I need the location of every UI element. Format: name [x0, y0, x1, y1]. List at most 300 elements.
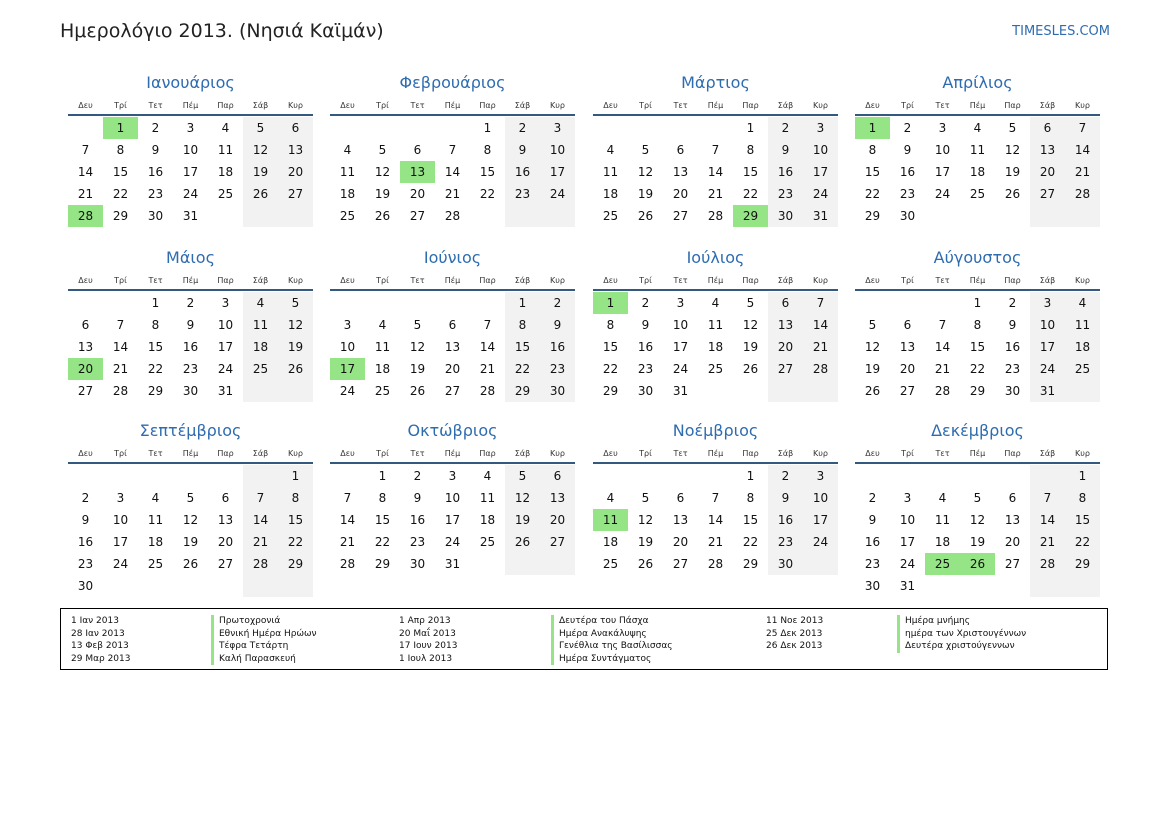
day-cell: 18: [374, 362, 391, 376]
day-cell: 22: [864, 187, 881, 201]
weekday-label: Τετ: [148, 101, 163, 110]
day-grid: [855, 117, 1100, 227]
day-cell: 18: [252, 340, 269, 354]
day-cell: 12: [637, 513, 654, 527]
day-cell: 19: [182, 535, 199, 549]
day-cell: 10: [1039, 318, 1056, 332]
legend-holiday-name: Πρωτοχρονιά: [211, 615, 317, 628]
day-cell: 16: [1004, 340, 1021, 354]
day-cell: 15: [112, 165, 129, 179]
day-cell: 11: [217, 143, 234, 157]
weekday-label: Κυρ: [288, 101, 303, 110]
weekday-label: Τρί: [376, 276, 389, 285]
day-cell: 15: [147, 340, 164, 354]
day-cell: 24: [812, 535, 829, 549]
holiday-cell: 17: [330, 358, 365, 380]
day-cell: 27: [672, 557, 689, 571]
weekday-label: Κυρ: [550, 449, 565, 458]
day-cell: 15: [742, 165, 759, 179]
weekday-header: [330, 274, 575, 288]
day-cell: 1: [151, 296, 160, 310]
day-cell: 21: [707, 187, 724, 201]
day-cell: 29: [514, 384, 531, 398]
day-cell: 22: [112, 187, 129, 201]
day-cell: 1: [483, 121, 492, 135]
day-cell: 10: [549, 143, 566, 157]
header-rule: [855, 114, 1100, 116]
day-cell: 20: [217, 535, 234, 549]
day-cell: 24: [549, 187, 566, 201]
weekday-header: [68, 447, 313, 461]
legend-date: 20 Μαΐ 2013: [399, 628, 456, 639]
day-cell: 3: [553, 121, 562, 135]
holiday-cell: 13: [400, 161, 435, 183]
weekday-label: Τρί: [114, 101, 127, 110]
day-cell: 21: [1074, 165, 1091, 179]
day-cell: 17: [217, 340, 234, 354]
header-rule: [593, 114, 838, 116]
day-cell: 27: [77, 384, 94, 398]
month-name: Νοέμβριος: [672, 421, 759, 440]
day-cell: 16: [147, 165, 164, 179]
day-cell: 15: [864, 165, 881, 179]
weekday-label: Πέμ: [182, 449, 199, 458]
legend-holiday-name: Δευτέρα χριστούγεννων: [897, 640, 1026, 653]
day-cell: 24: [1039, 362, 1056, 376]
weekday-header: [593, 274, 838, 288]
day-cell: 24: [672, 362, 689, 376]
day-cell: 19: [252, 165, 269, 179]
day-cell: 20: [549, 513, 566, 527]
weekday-label: Σάβ: [514, 101, 531, 110]
header-rule: [330, 289, 575, 291]
day-cell: 15: [969, 340, 986, 354]
day-cell: 13: [444, 340, 461, 354]
day-cell: 10: [672, 318, 689, 332]
weekday-label: Τετ: [410, 449, 425, 458]
legend-holiday-name: Γενέθλια της Βασίλισσας: [551, 640, 673, 653]
day-cell: 24: [182, 187, 199, 201]
day-cell: 9: [413, 491, 422, 505]
weekday-label: Τρί: [901, 276, 914, 285]
weekday-label: Τετ: [410, 276, 425, 285]
day-cell: 11: [374, 340, 391, 354]
day-cell: 18: [479, 513, 496, 527]
legend-name-column: [551, 615, 673, 665]
weekday-label: Σάβ: [777, 449, 794, 458]
holiday-legend: [60, 608, 1108, 670]
holiday-cell: 1: [855, 117, 890, 139]
weekday-label: Σάβ: [252, 449, 269, 458]
day-cell: 18: [707, 340, 724, 354]
day-cell: 6: [291, 121, 300, 135]
day-cell: 22: [742, 187, 759, 201]
weekday-label: Δευ: [340, 276, 355, 285]
day-cell: 9: [868, 513, 877, 527]
weekday-label: Σάβ: [514, 276, 531, 285]
weekday-label: Πέμ: [444, 449, 461, 458]
day-cell: 3: [816, 469, 825, 483]
day-cell: 6: [1043, 121, 1052, 135]
weekday-label: Κυρ: [813, 101, 828, 110]
day-cell: 2: [1008, 296, 1017, 310]
day-cell: 20: [444, 362, 461, 376]
month-name: Σεπτέμβριος: [139, 421, 242, 440]
day-cell: 7: [1078, 121, 1087, 135]
day-cell: 30: [777, 209, 794, 223]
weekday-label: Δευ: [340, 101, 355, 110]
weekday-label: Πέμ: [707, 101, 724, 110]
weekday-label: Τετ: [148, 276, 163, 285]
month-name: Ιούνιος: [423, 248, 482, 267]
weekday-label: Δευ: [78, 276, 93, 285]
day-cell: 16: [777, 165, 794, 179]
day-cell: 24: [934, 187, 951, 201]
site-link[interactable]: TIMESLES.COM: [1012, 24, 1110, 39]
day-cell: 14: [252, 513, 269, 527]
weekday-header: [68, 99, 313, 113]
day-cell: 12: [514, 491, 531, 505]
day-cell: 22: [374, 535, 391, 549]
day-cell: 3: [1043, 296, 1052, 310]
month-name: Μάιος: [166, 248, 215, 267]
day-cell: 30: [147, 209, 164, 223]
day-cell: 14: [1039, 513, 1056, 527]
day-cell: 4: [606, 491, 615, 505]
day-cell: 1: [973, 296, 982, 310]
day-cell: 9: [518, 143, 527, 157]
weekday-label: Δευ: [603, 449, 618, 458]
day-cell: 21: [444, 187, 461, 201]
day-cell: 6: [676, 491, 685, 505]
weekday-label: Παρ: [1004, 101, 1021, 110]
day-cell: 19: [287, 340, 304, 354]
month-name: Ιούλιος: [686, 248, 745, 267]
weekday-label: Παρ: [479, 101, 496, 110]
weekday-header: [593, 447, 838, 461]
weekday-label: Τετ: [673, 276, 688, 285]
day-cell: 24: [217, 362, 234, 376]
weekday-label: Κυρ: [288, 276, 303, 285]
day-cell: 29: [147, 384, 164, 398]
day-cell: 7: [711, 143, 720, 157]
day-cell: 13: [217, 513, 234, 527]
month-name: Ιανουάριος: [146, 73, 235, 92]
day-cell: 31: [672, 384, 689, 398]
day-cell: 15: [287, 513, 304, 527]
day-cell: 13: [777, 318, 794, 332]
day-cell: 18: [147, 535, 164, 549]
day-cell: 11: [147, 513, 164, 527]
day-cell: 17: [549, 165, 566, 179]
day-cell: 1: [291, 469, 300, 483]
weekday-label: Παρ: [742, 449, 759, 458]
weekday-label: Δευ: [603, 101, 618, 110]
day-cell: 2: [518, 121, 527, 135]
day-cell: 11: [1074, 318, 1091, 332]
day-cell: 18: [602, 535, 619, 549]
weekday-label: Δευ: [78, 449, 93, 458]
day-cell: 25: [217, 187, 234, 201]
day-cell: 7: [1043, 491, 1052, 505]
day-cell: 11: [252, 318, 269, 332]
day-cell: 9: [151, 143, 160, 157]
day-cell: 16: [864, 535, 881, 549]
weekday-label: Τρί: [639, 276, 652, 285]
day-cell: 13: [287, 143, 304, 157]
day-cell: 21: [479, 362, 496, 376]
day-cell: 3: [816, 121, 825, 135]
weekday-label: Πέμ: [182, 276, 199, 285]
day-cell: 30: [899, 209, 916, 223]
weekday-label: Δευ: [340, 449, 355, 458]
day-cell: 27: [1004, 557, 1021, 571]
day-cell: 4: [378, 318, 387, 332]
day-cell: 23: [549, 362, 566, 376]
day-grid: [855, 465, 1100, 593]
legend-date: 11 Νοε 2013: [766, 616, 824, 626]
day-cell: 19: [637, 187, 654, 201]
weekday-label: Παρ: [742, 276, 759, 285]
weekday-label: Κυρ: [550, 101, 565, 110]
day-cell: 27: [444, 384, 461, 398]
day-cell: 30: [1004, 384, 1021, 398]
day-cell: 5: [378, 143, 387, 157]
day-cell: 23: [147, 187, 164, 201]
header-rule: [68, 289, 313, 291]
weekday-label: Σάβ: [1039, 276, 1056, 285]
day-cell: 27: [777, 362, 794, 376]
day-cell: 11: [479, 491, 496, 505]
day-cell: 28: [479, 384, 496, 398]
day-cell: 5: [186, 491, 195, 505]
day-cell: 10: [182, 143, 199, 157]
day-cell: 5: [413, 318, 422, 332]
day-cell: 16: [637, 340, 654, 354]
day-cell: 18: [1074, 340, 1091, 354]
day-cell: 19: [409, 362, 426, 376]
day-cell: 27: [287, 187, 304, 201]
day-grid: [68, 465, 313, 593]
day-cell: 15: [514, 340, 531, 354]
day-cell: 13: [899, 340, 916, 354]
day-cell: 30: [77, 579, 94, 593]
weekday-label: Πέμ: [707, 276, 724, 285]
day-cell: 3: [116, 491, 125, 505]
day-cell: 21: [112, 362, 129, 376]
day-cell: 20: [672, 535, 689, 549]
day-cell: 22: [742, 535, 759, 549]
day-cell: 14: [934, 340, 951, 354]
day-cell: 14: [339, 513, 356, 527]
day-cell: 23: [777, 187, 794, 201]
day-cell: 26: [864, 384, 881, 398]
day-cell: 13: [672, 513, 689, 527]
day-cell: 2: [903, 121, 912, 135]
day-cell: 4: [256, 296, 265, 310]
day-cell: 16: [514, 165, 531, 179]
weekday-header: [68, 274, 313, 288]
day-cell: 16: [777, 513, 794, 527]
weekday-label: Σάβ: [1039, 101, 1056, 110]
legend-holiday-name: Τέφρα Τετάρτη: [211, 640, 317, 653]
day-cell: 28: [339, 557, 356, 571]
weekday-label: Παρ: [479, 449, 496, 458]
day-cell: 28: [934, 384, 951, 398]
day-cell: 25: [374, 384, 391, 398]
day-cell: 7: [116, 318, 125, 332]
day-cell: 26: [1004, 187, 1021, 201]
weekday-label: Κυρ: [288, 449, 303, 458]
header-rule: [855, 289, 1100, 291]
legend-date-column: [71, 615, 131, 665]
day-cell: 2: [413, 469, 422, 483]
day-cell: 31: [182, 209, 199, 223]
day-cell: 30: [777, 557, 794, 571]
day-cell: 29: [374, 557, 391, 571]
day-cell: 13: [549, 491, 566, 505]
day-cell: 20: [777, 340, 794, 354]
weekday-label: Πέμ: [969, 101, 986, 110]
weekday-label: Τρί: [639, 101, 652, 110]
day-cell: 5: [746, 296, 755, 310]
day-cell: 4: [343, 143, 352, 157]
day-cell: 10: [812, 143, 829, 157]
weekday-label: Τετ: [935, 101, 950, 110]
weekday-label: Τετ: [935, 449, 950, 458]
day-cell: 5: [641, 143, 650, 157]
day-cell: 17: [182, 165, 199, 179]
day-cell: 10: [339, 340, 356, 354]
header-rule: [68, 114, 313, 116]
day-cell: 24: [444, 535, 461, 549]
day-cell: 12: [374, 165, 391, 179]
day-cell: 4: [711, 296, 720, 310]
day-cell: 5: [868, 318, 877, 332]
day-cell: 5: [291, 296, 300, 310]
day-cell: 2: [186, 296, 195, 310]
day-cell: 25: [707, 362, 724, 376]
weekday-header: [855, 447, 1100, 461]
day-cell: 27: [672, 209, 689, 223]
day-cell: 18: [969, 165, 986, 179]
day-cell: 17: [444, 513, 461, 527]
day-cell: 14: [444, 165, 461, 179]
day-cell: 15: [374, 513, 391, 527]
day-cell: 25: [479, 535, 496, 549]
day-cell: 27: [1039, 187, 1056, 201]
holiday-cell: 29: [733, 205, 768, 227]
legend-holiday-name: Ημέρα Συντάγματος: [551, 653, 673, 666]
legend-date: 25 Δεκ 2013: [766, 628, 823, 639]
day-cell: 5: [1008, 121, 1017, 135]
day-cell: 18: [217, 165, 234, 179]
day-cell: 29: [602, 384, 619, 398]
weekday-header: [593, 99, 838, 113]
day-cell: 17: [812, 165, 829, 179]
day-cell: 8: [116, 143, 125, 157]
day-cell: 23: [637, 362, 654, 376]
day-cell: 1: [378, 469, 387, 483]
weekday-label: Παρ: [217, 449, 234, 458]
day-cell: 8: [746, 491, 755, 505]
weekday-label: Πέμ: [444, 276, 461, 285]
day-cell: 26: [514, 535, 531, 549]
day-cell: 6: [81, 318, 90, 332]
day-cell: 28: [112, 384, 129, 398]
weekday-label: Πέμ: [444, 101, 461, 110]
day-cell: 20: [1039, 165, 1056, 179]
weekday-label: Σάβ: [252, 101, 269, 110]
day-cell: 14: [112, 340, 129, 354]
day-cell: 25: [602, 557, 619, 571]
day-cell: 29: [112, 209, 129, 223]
day-cell: 14: [77, 165, 94, 179]
day-cell: 14: [707, 513, 724, 527]
legend-date: 1 Ιουλ 2013: [399, 653, 453, 664]
day-grid: [593, 117, 838, 227]
holiday-cell: 28: [68, 205, 103, 227]
day-cell: 8: [606, 318, 615, 332]
day-cell: 20: [1004, 535, 1021, 549]
day-cell: 4: [483, 469, 492, 483]
day-cell: 17: [899, 535, 916, 549]
day-cell: 23: [777, 535, 794, 549]
weekday-label: Τρί: [114, 449, 127, 458]
header-rule: [330, 462, 575, 464]
day-cell: 16: [77, 535, 94, 549]
day-cell: 2: [781, 469, 790, 483]
day-cell: 1: [746, 469, 755, 483]
day-cell: 22: [514, 362, 531, 376]
day-cell: 6: [903, 318, 912, 332]
day-cell: 1: [746, 121, 755, 135]
day-cell: 3: [448, 469, 457, 483]
day-cell: 15: [1074, 513, 1091, 527]
day-cell: 14: [707, 165, 724, 179]
weekday-label: Τετ: [935, 276, 950, 285]
day-cell: 18: [934, 535, 951, 549]
holiday-cell: 1: [103, 117, 138, 139]
day-cell: 21: [252, 535, 269, 549]
day-cell: 15: [479, 165, 496, 179]
day-cell: 30: [409, 557, 426, 571]
day-cell: 12: [864, 340, 881, 354]
day-cell: 6: [448, 318, 457, 332]
day-cell: 18: [602, 187, 619, 201]
day-cell: 23: [77, 557, 94, 571]
day-cell: 24: [812, 187, 829, 201]
day-grid: [855, 292, 1100, 402]
day-cell: 8: [746, 143, 755, 157]
day-cell: 25: [1074, 362, 1091, 376]
day-cell: 25: [969, 187, 986, 201]
day-cell: 9: [186, 318, 195, 332]
legend-date: 1 Απρ 2013: [399, 616, 451, 626]
weekday-label: Παρ: [742, 101, 759, 110]
day-cell: 21: [934, 362, 951, 376]
day-cell: 17: [1039, 340, 1056, 354]
day-grid: [593, 292, 838, 402]
day-cell: 7: [256, 491, 265, 505]
day-cell: 7: [483, 318, 492, 332]
day-cell: 10: [112, 513, 129, 527]
day-cell: 12: [409, 340, 426, 354]
day-cell: 19: [969, 535, 986, 549]
holiday-cell: 26: [960, 553, 995, 575]
weekday-label: Κυρ: [550, 276, 565, 285]
day-cell: 1: [1078, 469, 1087, 483]
